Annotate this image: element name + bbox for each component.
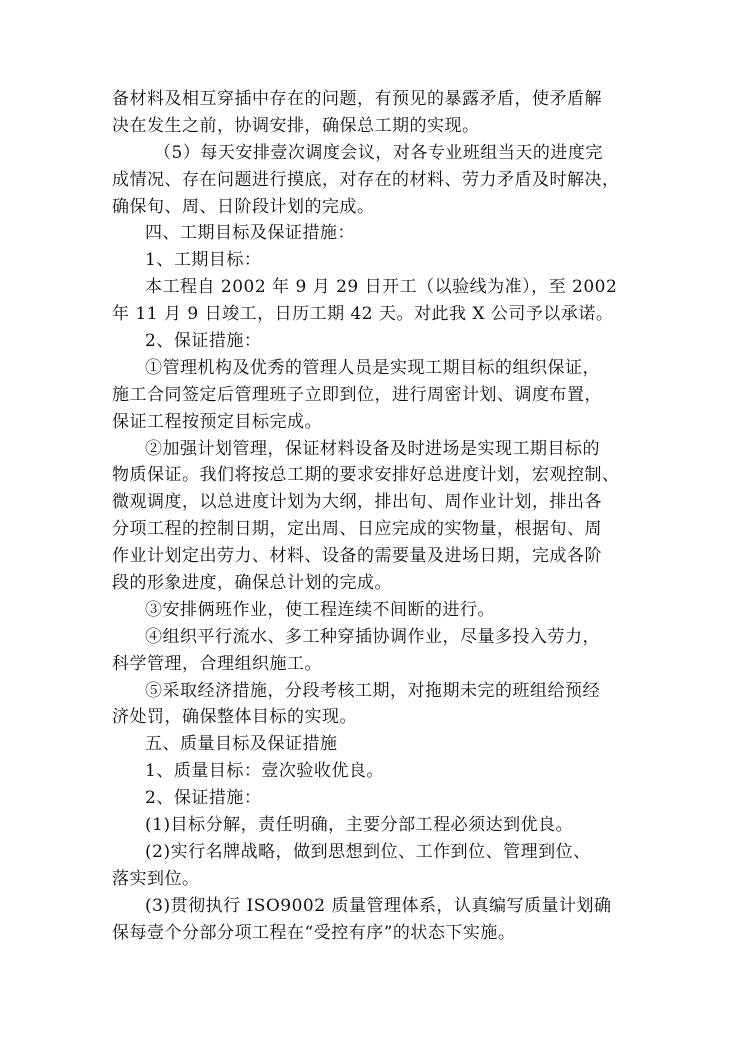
document-body [112, 86, 638, 947]
paragraph-line: 分项工程的控制日期，定出周、日应完成的实物量，根据旬、周 [112, 519, 602, 540]
paragraph-line: 科学管理，合理组织施工。 [112, 653, 322, 674]
subsection-heading: 1、工期目标： [145, 250, 262, 271]
subsection-heading: 1、质量目标：壹次验收优良。 [145, 761, 384, 782]
paragraph-line: 决在发生之前，协调安排，确保总工期的实现。 [112, 115, 480, 136]
paragraph-line: 济处罚，确保整体目标的实现。 [112, 707, 357, 728]
section-heading: 五、质量目标及保证措施 [145, 734, 338, 755]
paragraph-line: 物质保证。我们将按总工期的要求安排好总进度计划，宏观控制、 [112, 465, 620, 486]
paragraph-line: (2)实行名牌战略，做到思想到位、工作到位、管理到位、 [145, 841, 591, 862]
paragraph-line: 备材料及相互穿插中存在的问题，有预见的暴露矛盾，使矛盾解 [112, 89, 602, 109]
paragraph-line: （5）每天安排壹次调度会议，对各专业班组当天的进度完 [154, 142, 603, 163]
paragraph-line: ①管理机构及优秀的管理人员是实现工期目标的组织保证， [145, 357, 600, 378]
paragraph-line: 保证工程按预定目标完成。 [112, 411, 322, 432]
subsection-heading: 2、保证措施： [145, 788, 262, 809]
paragraph-line: 微观调度，以总进度计划为大纲，排出旬、周作业计划，排出各 [112, 492, 602, 513]
paragraph-line: 落实到位。 [112, 868, 200, 889]
paragraph-line: 确保旬、周、日阶段计划的完成。 [112, 196, 375, 217]
paragraph-line: ③安排俩班作业，使工程连续不间断的进行。 [145, 599, 495, 620]
paragraph-line: 施工合同签定后管理班子立即到位，进行周密计划、调度布置， [112, 384, 602, 405]
paragraph-line: ⑤采取经济措施，分段考核工期，对拖期未完的班组给预经 [145, 680, 600, 701]
paragraph-line: 本工程自 2002 年 9 月 29 日开工（以验线为准），至 2002 [145, 277, 618, 298]
paragraph-line: 年 11 月 9 日竣工，日历工期 42 天。对此我 X 公司予以承诺。 [112, 304, 614, 325]
paragraph-line: 作业计划定出劳力、材料、设备的需要量及进场日期，完成各阶 [112, 546, 602, 567]
section-heading: 四、工期目标及保证措施： [145, 223, 355, 244]
paragraph-line: 成情况、存在问题进行摸底，对存在的材料、劳力矛盾及时解决， [112, 169, 620, 190]
paragraph-line: ④组织平行流水、多工种穿插协调作业，尽量多投入劳力， [145, 626, 600, 647]
paragraph-line: 段的形象进度，确保总计划的完成。 [112, 573, 392, 594]
paragraph-line: (3)贯彻执行 ISO9002 质量管理体系，认真编写质量计划确 [145, 895, 612, 916]
subsection-heading: 2、保证措施： [145, 331, 262, 352]
paragraph-line: ②加强计划管理，保证材料设备及时进场是实现工期目标的 [145, 438, 600, 459]
paragraph-line: (1)目标分解，责任明确，主要分部工程必须达到优良。 [145, 815, 574, 836]
paragraph-line: 保每壹个分部分项工程在“受控有序”的状态下实施。 [112, 922, 516, 943]
